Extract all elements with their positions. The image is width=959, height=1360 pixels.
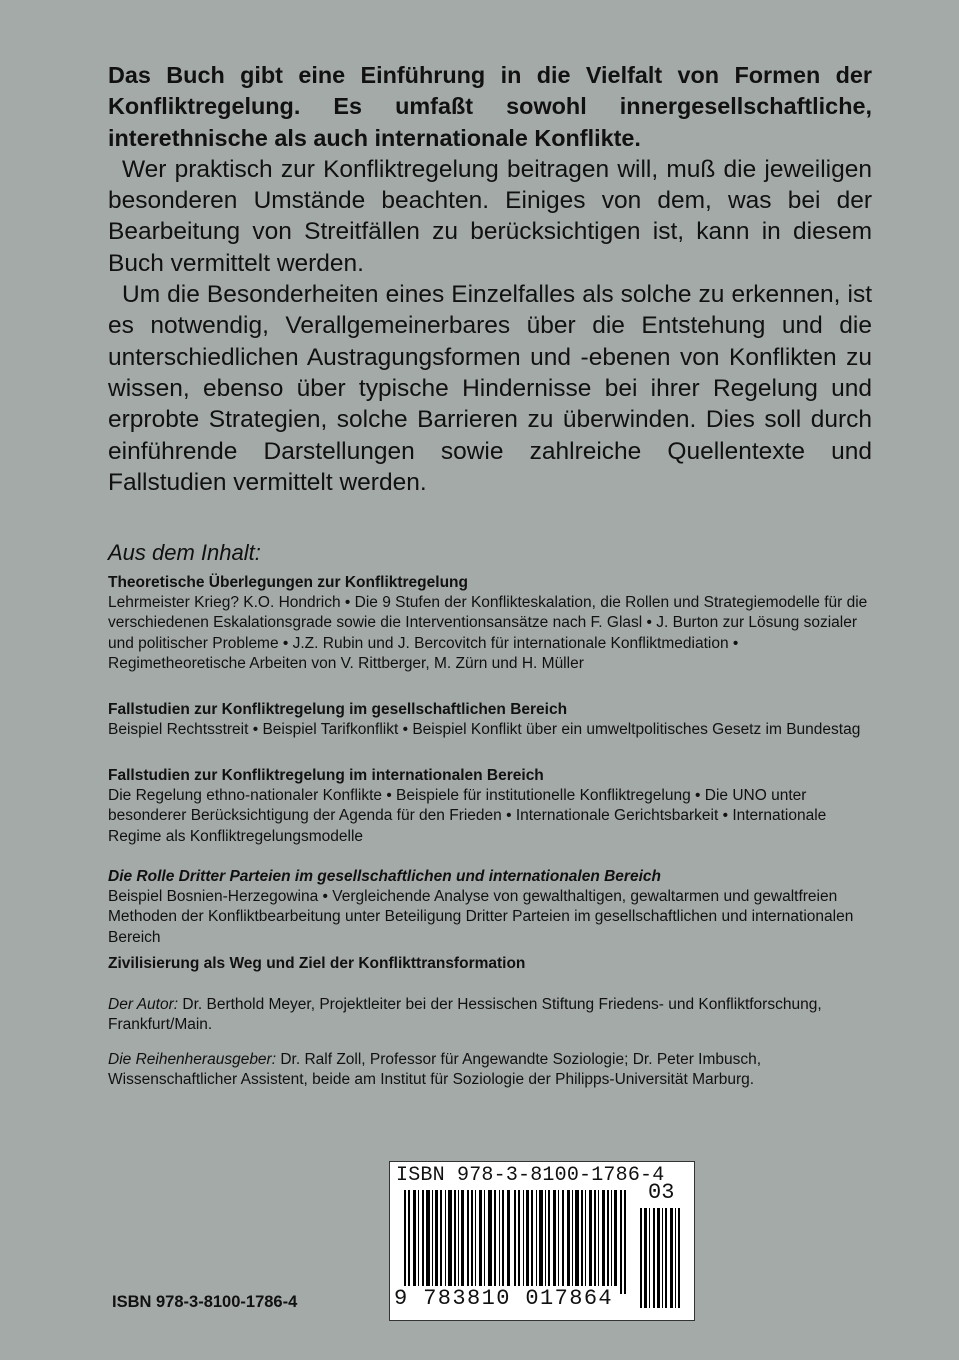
section-title: Fallstudien zur Konfliktregelung im gesellschaftlichen Bereich bbox=[108, 701, 568, 718]
section-body: Lehrmeister Krieg? K.O. Hondrich • Die 9 Stufen der Konflikteskalation, die Rollen und Strategiemodelle für die verschiedenen Eskalationsgrade sowie die Interventionsansätze nach F. Glasl • J. Burton zur Lösung sozialer und politischer Probleme • J.Z. Rubin und J. Bercovitch für internationale Konfliktmediation • Regimetheoretische Arbeiten von V. Rittberger, M. Zürn und H. Müller bbox=[108, 594, 868, 672]
contents-heading: Aus dem Inhalt: bbox=[108, 540, 261, 565]
author-note bbox=[108, 995, 872, 1036]
editors-label: Die Reihenherausgeber: bbox=[108, 1051, 277, 1068]
editors-text: Dr. Ralf Zoll, Professor für Angewandte Soziologie; Dr. Peter Imbusch, Wissenschaftlicher Assistent, beide am Institut für Soziologie der Philipps-Universität Marburg. bbox=[108, 1051, 762, 1089]
author-label: Der Autor: bbox=[108, 996, 179, 1013]
barcode-bars bbox=[404, 1190, 634, 1294]
section-title: Theoretische Überlegungen zur Konfliktregelung bbox=[108, 574, 468, 591]
barcode bbox=[389, 1161, 695, 1321]
blurb-intro: Das Buch gibt eine Einführung in die Vielfalt von Formen der Konfliktregelung. Es umfaßt sowohl innergesellschaftliche, interethnische als auch internationale Konflikte. bbox=[108, 62, 872, 151]
section-body: Beispiel Bosnien-Herzegowina • Vergleichende Analyse von gewalthaltigen, gewaltarmen und gewaltfreien Methoden der Konfliktbearbeitung unter Beteiligung Dritter Parteien im gesellschaftlichen und internationalen Bereich bbox=[108, 888, 854, 946]
contents-section bbox=[108, 700, 872, 740]
section-title: Zivilisierung als Weg und Ziel der Konflikttransformation bbox=[108, 955, 526, 972]
contents-section bbox=[108, 954, 872, 974]
barcode-number: 9 783810 017864 bbox=[394, 1286, 614, 1311]
contents-section bbox=[108, 867, 872, 948]
blurb bbox=[108, 60, 872, 498]
author-text: Dr. Berthold Meyer, Projektleiter bei der Hessischen Stiftung Friedens- und Konfliktforschung, Frankfurt/Main. bbox=[108, 996, 822, 1034]
footer-isbn: ISBN 978-3-8100-1786-4 bbox=[112, 1293, 298, 1311]
blurb-paragraph: Um die Besonderheiten eines Einzelfalles als solche zu erkennen, ist es notwendig, Verallgemeinerbares über die Entstehung und die unterschiedlichen Austragungsformen und -ebenen von Konflikten zu wissen, ebenso über typische Hindernisse bei ihrer Regelung und erprobte Strategien, solche Barrieren zu überwinden. Dies soll durch einführende Darstellungen sowie zahlreiche Quellentexte und Fallstudien vermittelt werden. bbox=[108, 281, 872, 496]
editors-note bbox=[108, 1050, 872, 1091]
contents-section bbox=[108, 766, 872, 847]
section-body: Beispiel Rechtsstreit • Beispiel Tarifkonflikt • Beispiel Konflikt über ein umweltpolitisches Gesetz im Bundestag bbox=[108, 721, 861, 738]
section-body: Die Regelung ethno-nationaler Konflikte • Beispiele für institutionelle Konfliktregelung • Die UNO unter besonderer Berücksichtigung der Agenda für den Frieden • Internationale Gerichtsbarkeit • Internationale Regime als Konfliktregelungsmodelle bbox=[108, 787, 827, 845]
cover-text-area bbox=[108, 60, 872, 1089]
barcode-isbn-label: ISBN 978-3-8100-1786-4 bbox=[396, 1164, 665, 1187]
barcode-addon-digits: 03 bbox=[648, 1180, 675, 1205]
blurb-paragraph: Wer praktisch zur Konfliktregelung beitragen will, muß die jeweiligen besonderen Umstände beachten. Einiges von dem, was bei der Bearbeitung von Streitfällen zu berücksichtigen ist, kann in diesem Buch vermittelt werden. bbox=[108, 155, 872, 277]
barcode-addon-bars bbox=[640, 1208, 686, 1308]
section-title: Die Rolle Dritter Parteien im gesellschaftlichen und internationalen Bereich bbox=[108, 868, 661, 885]
section-title: Fallstudien zur Konfliktregelung im internationalen Bereich bbox=[108, 767, 544, 784]
contents-section bbox=[108, 573, 872, 674]
